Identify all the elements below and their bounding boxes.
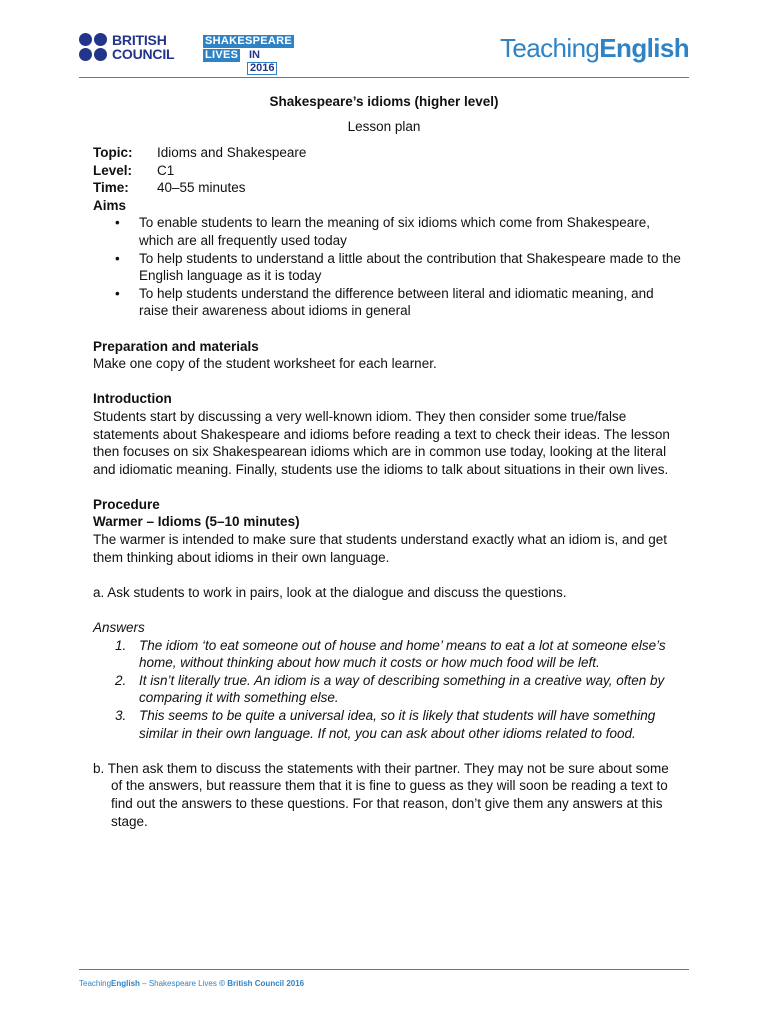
shakespeare-lives-logo — [203, 35, 311, 75]
level-label: Level: — [93, 162, 133, 178]
answer-item — [93, 672, 683, 707]
british-council-logo — [79, 33, 189, 63]
document-body — [93, 144, 683, 830]
topic-label: Topic: — [93, 145, 133, 160]
footer-copyright: © British Council 2016 — [219, 979, 305, 988]
answer-item — [93, 707, 683, 742]
answer-text: The idiom ‘to eat someone out of house and home’ means to eat a lot at someone else’s home, without thinking about how much it costs or how much food will be left. — [139, 637, 666, 671]
bullet-icon: • — [115, 215, 120, 231]
step-b-text: b. Then ask them to discuss the statements with their partner. They may not be sure about some of the answers, but reassure them that it is fine to guess as they will soon be reading a text to find out the answers to these questions. For that reason, don’t give them any answers at this stage. — [93, 760, 669, 829]
time-label: Time: — [93, 180, 129, 196]
intro-text: Students start by discussing a very well-known idiom. They then consider some true/false statements about Shakespeare and idioms before reading a text to check their ideas. The lesson then focuses on six Shakespearean idioms which are in common use today, looking at the literal and idiomatic meaning. Finally, students use the idioms to talk about situations in their own lives. — [93, 408, 670, 477]
answer-text: It isn’t literally true. An idiom is a way of describing something in a creative way, often by comparing it with something else. — [139, 672, 665, 706]
time-row — [93, 179, 683, 197]
british-council-line2: COUNCIL — [112, 46, 175, 62]
answer-number: 3. — [115, 708, 127, 723]
answers-list — [93, 637, 683, 743]
answer-item — [93, 637, 683, 672]
document-title: Shakespeare’s idioms (higher level) — [269, 94, 499, 109]
answer-number: 2. — [115, 672, 127, 688]
topic-row — [93, 144, 683, 162]
shakespeare-logo-in: IN — [249, 49, 260, 61]
footer-teaching: Teaching — [79, 979, 112, 988]
level-value: C1 — [157, 162, 175, 178]
british-council-dots-icon — [79, 33, 109, 63]
aims-list — [93, 214, 683, 320]
footer-english: English — [111, 979, 140, 988]
prep-text: Make one copy of the student worksheet for each learner. — [93, 356, 437, 372]
aims-item — [93, 214, 683, 249]
british-council-line1: BRITISH — [112, 32, 167, 48]
prep-heading: Preparation and materials — [93, 338, 259, 354]
procedure-heading: Procedure — [93, 496, 160, 512]
document-subtitle: Lesson plan — [347, 119, 421, 134]
aims-item — [93, 250, 683, 285]
british-council-wordmark — [112, 33, 174, 61]
aims-item-text: To help students understand the difference between literal and idiomatic meaning, and raise their awareness about idioms in general — [139, 285, 654, 319]
intro-heading: Introduction — [93, 391, 172, 407]
aims-item — [93, 285, 683, 320]
level-row — [93, 162, 683, 180]
teaching-english-logo-part2: English — [599, 33, 689, 63]
bullet-icon: • — [115, 285, 120, 301]
aims-item-text: To help students to understand a little about the contribution that Shakespeare made to the English language as it is today — [139, 250, 681, 284]
teaching-english-logo — [500, 33, 689, 63]
answers-label: Answers — [93, 620, 145, 636]
teaching-english-logo-part1: Teaching — [500, 33, 600, 63]
shakespeare-logo-line2: LIVES — [205, 49, 239, 61]
warmer-text: The warmer is intended to make sure that students understand exactly what an idiom is, and get them thinking about idioms in their own language. — [93, 532, 668, 565]
answer-text: This seems to be quite a universal idea, so it is likely that students will have something similar in their own language. If not, you can ask about other idioms related to food. — [139, 708, 656, 741]
aims-item-text: To enable students to learn the meaning of six idioms which come from Shakespeare, which are all frequently used today — [139, 215, 651, 248]
answer-number: 1. — [115, 637, 127, 653]
shakespeare-logo-year: 2016 — [247, 62, 277, 75]
topic-value: Idioms and Shakespeare — [157, 145, 307, 160]
warmer-heading: Warmer – Idioms (5–10 minutes) — [93, 514, 300, 530]
footer-rest: – Shakespeare Lives — [139, 979, 220, 988]
step-a-text: a. Ask students to work in pairs, look at the dialogue and discuss the questions. — [93, 584, 567, 600]
shakespeare-logo-line1: SHAKESPEARE — [205, 35, 293, 47]
bullet-icon: • — [115, 250, 120, 266]
header-divider — [79, 77, 689, 78]
aims-heading: Aims — [93, 197, 127, 213]
time-value: 40–55 minutes — [157, 180, 246, 196]
page-footer — [79, 979, 304, 988]
footer-divider — [79, 969, 689, 970]
